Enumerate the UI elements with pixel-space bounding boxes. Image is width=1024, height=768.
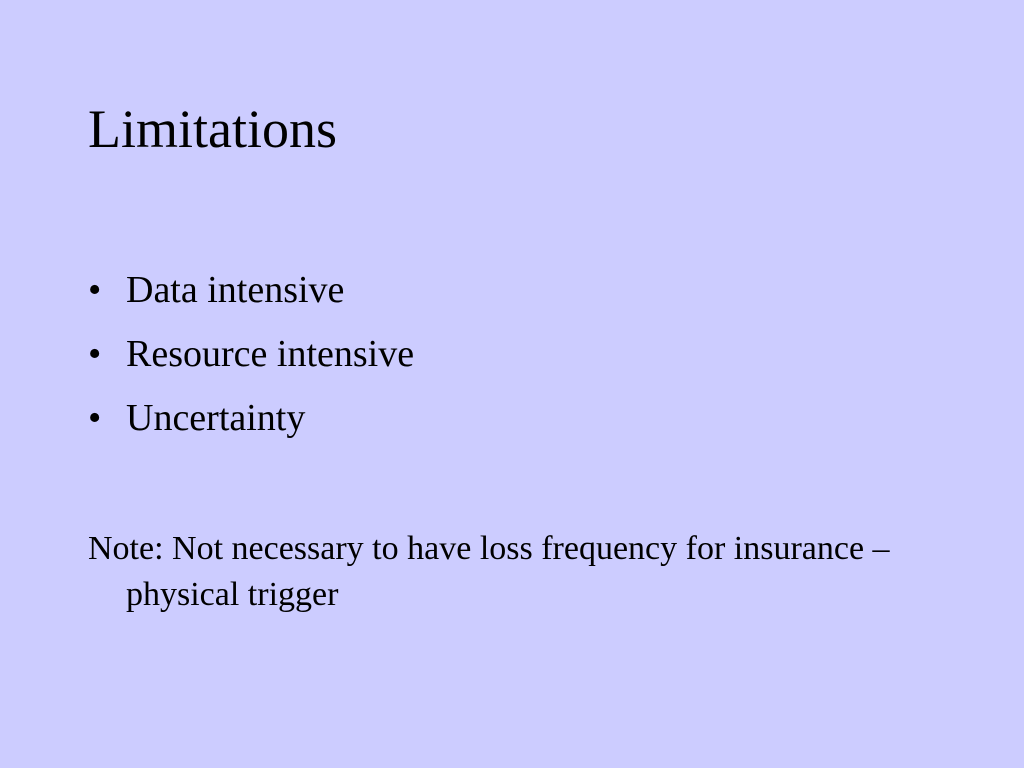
bullet-text: Resource intensive bbox=[126, 333, 415, 375]
bullet-item bbox=[88, 266, 414, 314]
bullet-marker: • bbox=[88, 269, 102, 311]
bullet-marker: • bbox=[88, 397, 102, 439]
bullet-text: Data intensive bbox=[126, 269, 345, 311]
bullet-marker: • bbox=[88, 333, 102, 375]
slide-title: Limitations bbox=[88, 99, 337, 159]
bullet-list bbox=[88, 266, 414, 458]
bullet-item bbox=[88, 394, 414, 442]
bullet-item bbox=[88, 330, 414, 378]
slide-note: Note: Not necessary to have loss frequency for insurance – physical trigger bbox=[88, 530, 890, 613]
bullet-text: Uncertainty bbox=[126, 397, 306, 439]
